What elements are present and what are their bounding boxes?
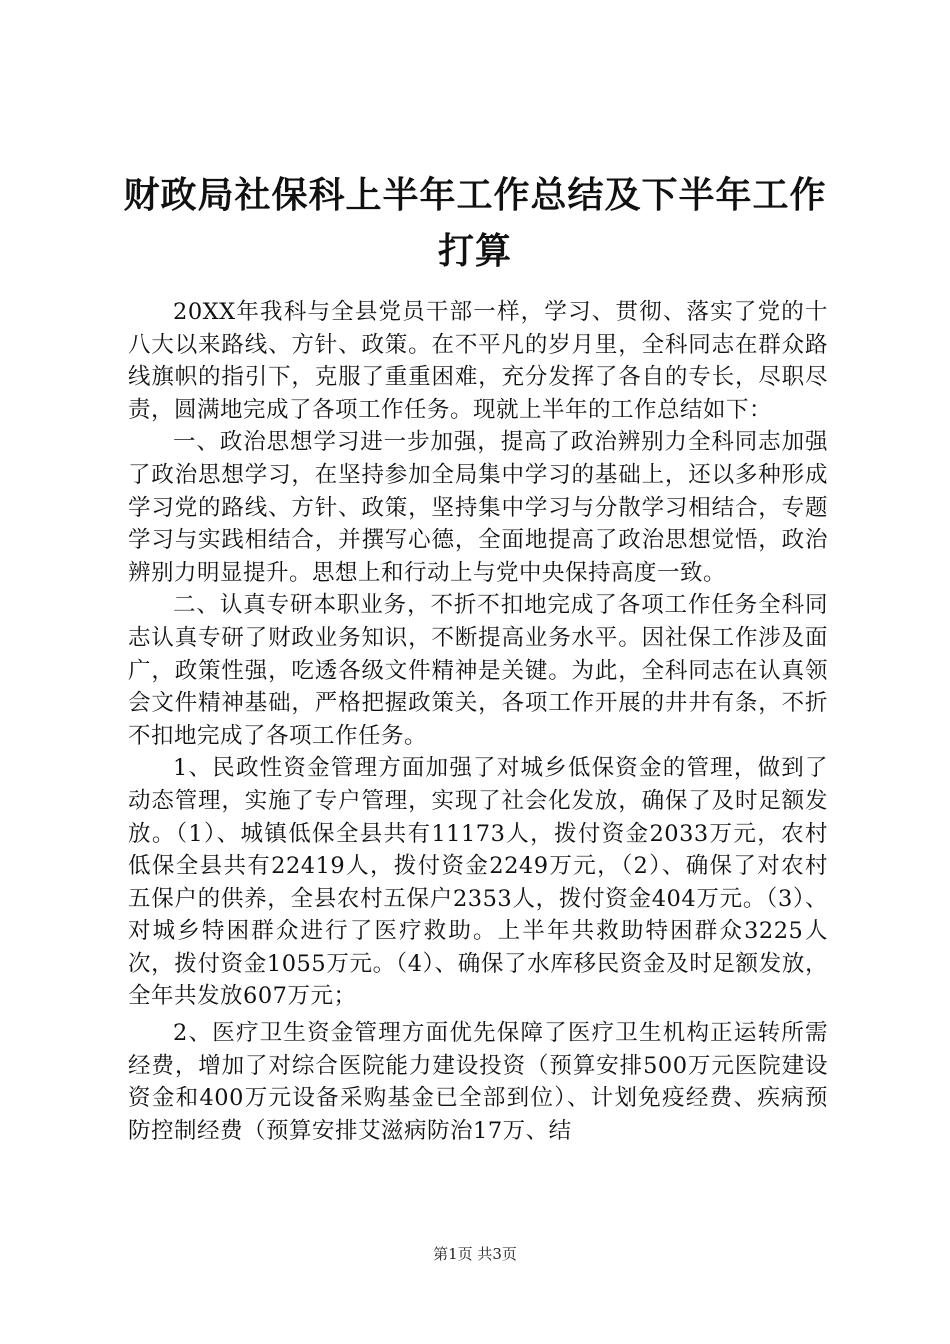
paragraph-medical-funds: 2、医疗卫生资金管理方面优先保障了医疗卫生机构正运转所需经费，增加了对综合医院能力建设投资（预算安排500万元医院建设资金和400万元设备采购基金已全部到位）、计划免疫经费、疾病预防控制经费（预算安排艾滋病防治17万、结 <box>128 1020 828 1144</box>
paragraph-intro: 20XX年我科与全县党员干部一样，学习、贯彻、落实了党的十八大以来路线、方针、政策。在不平凡的岁月里，全科同志在群众路线旗帜的指引下，克服了重重困难，充分发挥了各自的专长，尽职尽责，圆满地完成了各项工作任务。现就上半年的工作总结如下： <box>128 299 828 423</box>
paragraph-professional-work: 二、认真专研本职业务，不折不扣地完成了各项工作任务全科同志认真专研了财政业务知识，不断提高业务水平。因社保工作涉及面广，政策性强，吃透各级文件精神是关键。为此，全科同志在认真领会文件精神基础，严格把握政策关，各项工作开展的井井有条，不折不扣地完成了各项工作任务。 <box>128 592 828 749</box>
page-footer: 第1页 共3页 <box>433 1245 517 1263</box>
paragraph-political-study: 一、政治思想学习进一步加强，提高了政治辨别力全科同志加强了政治思想学习，在坚持参加全局集中学习的基础上，还以多种形成学习党的路线、方针、政策，坚持集中学习与分散学习相结合，专题学习与实践相结合，并撰写心德，全面地提高了政治思想觉悟，政治辨别力明显提升。思想上和行动上与党中央保持高度一致。 <box>128 429 828 586</box>
document-title: 财政局社保科上半年工作总结及下半年工作打算 <box>123 175 827 272</box>
paragraph-civil-affairs-funds: 1、民政性资金管理方面加强了对城乡低保资金的管理，做到了动态管理，实施了专户管理，实现了社会化发放，确保了及时足额发放。（1）、城镇低保全县共有11173人，拨付资金2033万元，农村低保全县共有22419人，拨付资金2249万元，（2）、确保了对农村五保户的供养，全县农村五保户2353人，拨付资金404万元。（3）、对城乡特困群众进行了医疗救助。上半年共救助特困群众3225人次，拨付资金1055万元。（4）、确保了水库移民资金及时足额发放，全年共发放607万元； <box>128 755 828 1010</box>
document-body <box>128 296 828 1147</box>
